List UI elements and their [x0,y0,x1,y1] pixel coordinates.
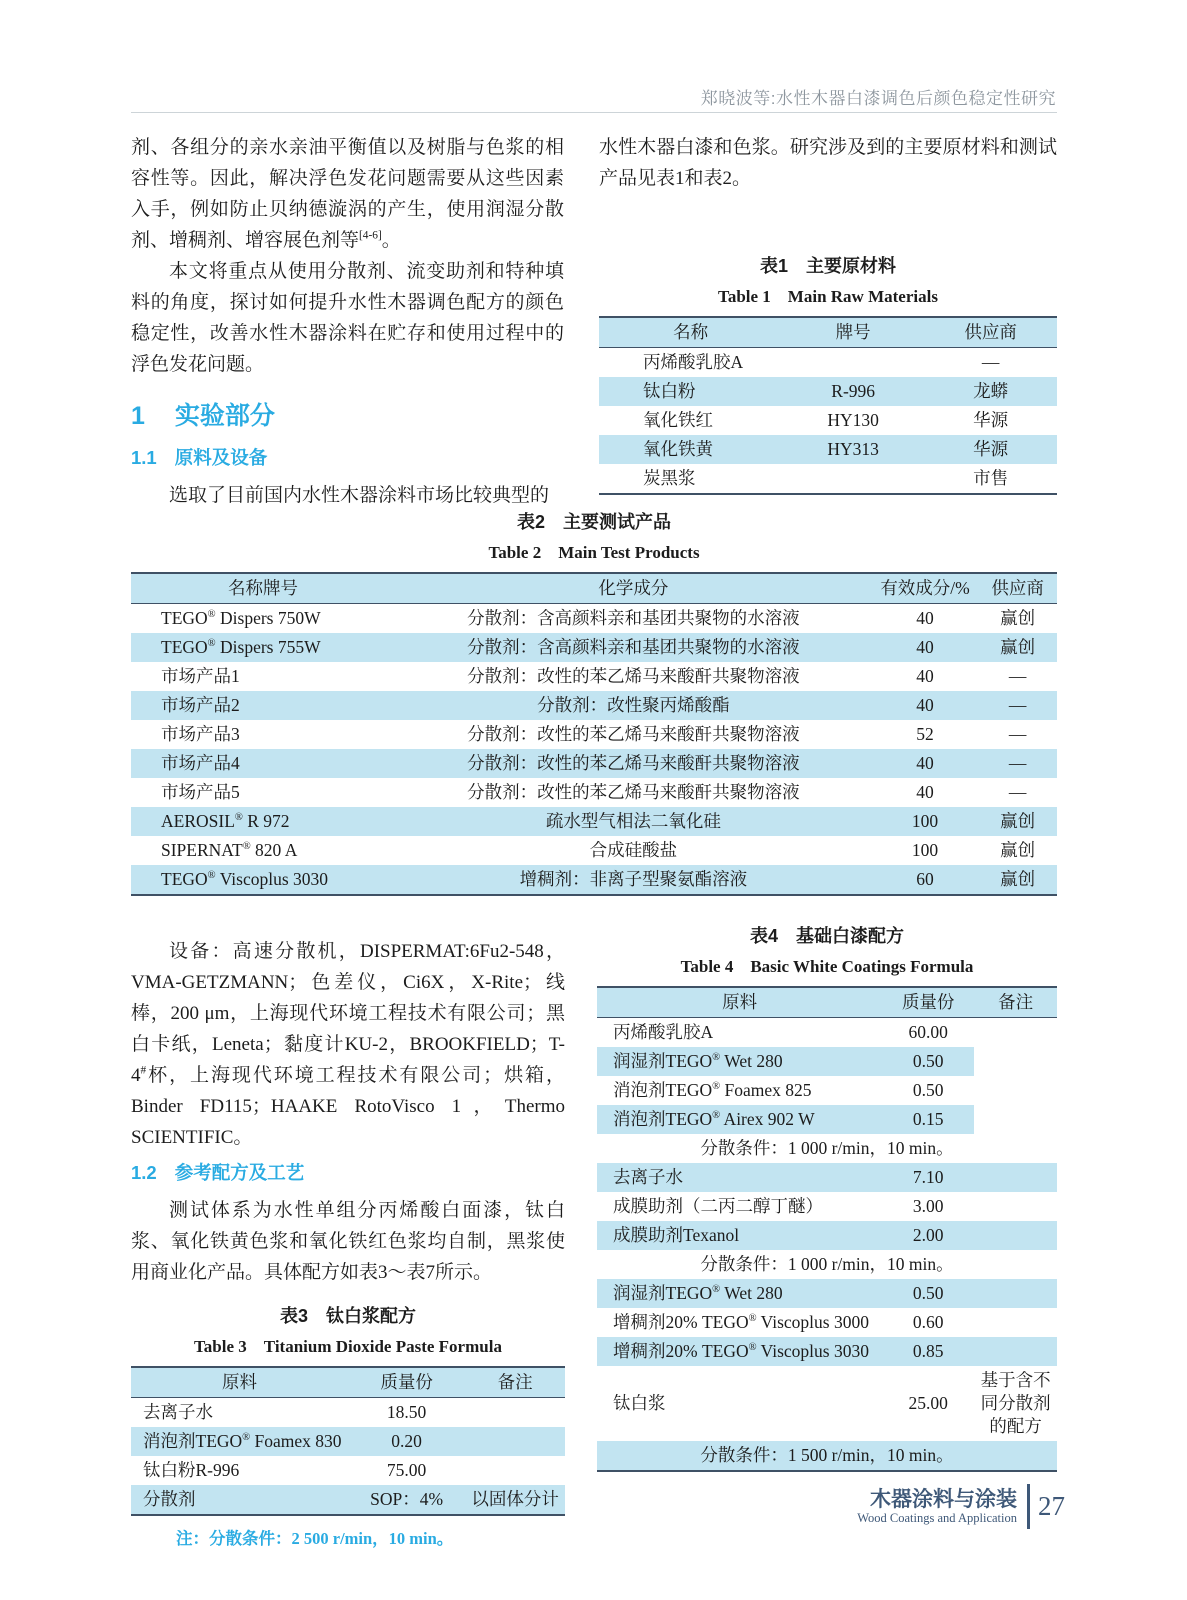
table-cell: 40 [916,753,934,773]
table-cell [974,1076,1057,1105]
section-title: 参考配方及工艺 [174,1162,305,1183]
table-cell: TEGO® Dispers 750W [161,608,321,628]
table-cell: 润湿剂TEGO® Wet 280 [613,1283,783,1303]
table-cell: — [1008,782,1027,802]
table-cell [782,348,924,378]
column-header: 供应商 [924,317,1057,348]
table-row [597,1163,1057,1192]
table-cell: — [1008,753,1027,773]
table-cell: 100 [911,840,939,860]
column-header: 供应商 [978,573,1057,604]
table-cell: 0.50 [912,1080,944,1100]
section-title: 原料及设备 [174,447,268,468]
table-row [131,1485,565,1515]
column-header: 质量份 [348,1367,465,1398]
table-cell [974,1279,1057,1308]
registered-mark: ® [712,1052,721,1064]
registered-mark: ® [234,812,243,824]
table-cell: 52 [916,724,934,744]
table-row [599,464,1057,494]
table-row [131,662,1057,691]
table-main-raw-materials [599,316,1057,495]
table-cell: R-996 [831,381,876,401]
table-cell: 60.00 [908,1022,948,1042]
table-cell: 60 [916,869,934,889]
table-row [597,1018,1057,1048]
table-cell: 消泡剂TEGO® Foamex 825 [613,1080,812,1100]
table2-block [131,508,1057,896]
running-title: 郑晓波等:水性木器白漆调色后颜色稳定性研究 [700,89,1056,108]
table-cell: 消泡剂TEGO® Foamex 830 [143,1431,342,1451]
table-cell [974,1308,1057,1337]
table-cell [782,464,924,494]
header-row [131,1367,565,1398]
table-cell: 分散剂：改性的苯乙烯马来酸酐共聚物溶液 [467,666,800,686]
table-cell: 40 [916,782,934,802]
table-cell: 消泡剂TEGO® Airex 902 W [613,1109,815,1129]
table-cell: 华源 [973,439,1009,459]
header-row [599,317,1057,348]
table-cell: — [1008,666,1027,686]
table-row [131,807,1057,836]
column-header: 原料 [597,987,882,1018]
table-cell [974,1337,1057,1366]
table-cell: 成膜助剂（二丙二醇丁醚） [613,1196,823,1216]
table-cell: 赢创 [1000,608,1036,628]
column-header: 有效成分/% [872,573,978,604]
table1-title-zh: 表1 主要原材料 [759,256,896,276]
registered-mark: ® [748,1342,757,1354]
table-cell: 分散剂 [143,1489,196,1509]
table3-block [131,1302,565,1549]
header-row [597,987,1057,1018]
table-row [131,633,1057,662]
table4-title-zh: 表4 基础白漆配方 [749,926,904,946]
table-cell: SIPERNAT® 820 A [161,840,298,860]
table-row [131,749,1057,778]
table-cell [974,1018,1057,1048]
table-cell: 赢创 [1000,811,1036,831]
table-cell: TEGO® Viscoplus 3030 [161,869,329,889]
table-cell: 分散条件：1 000 r/min，10 min。 [700,1254,954,1274]
condition-row [597,1441,1057,1471]
table3-title-en: Table 3 Titanium Dioxide Paste Formula [194,1337,502,1356]
table-cell: 炭黑浆 [643,468,696,488]
column-header: 原料 [131,1367,348,1398]
table-row [597,1105,1057,1134]
column-header: 化学成分 [395,573,872,604]
table-row [131,691,1057,720]
table-cell: 40 [916,637,934,657]
header-row [131,573,1057,604]
table-cell [465,1427,565,1456]
table-cell: 赢创 [1000,840,1036,860]
citation-ref: [4-6] [359,229,382,242]
table-cell: 分散剂：含高颜料亲和基团共聚物的水溶液 [467,637,800,657]
right-column-bottom [597,922,1057,1472]
registered-mark: ® [242,1432,251,1444]
table3-title-zh: 表3 钛白浆配方 [279,1306,416,1326]
paragraph-text: 杯，上海现代环境工程技术有限公司；烘箱，Binder FD115；HAAKE RotoVisco 1，Thermo SCIENTIFIC。 [131,1065,565,1148]
table-cell [974,1163,1057,1192]
table-row [599,435,1057,464]
table-cell: 100 [911,811,939,831]
page-footer [857,1484,1065,1529]
table-cell [974,1105,1057,1134]
paragraph-continued: 水性木器白漆和色浆。研究涉及到的主要原材料和测试产品见表1和表2。 [599,137,1057,189]
table-cell: 40 [916,695,934,715]
table-cell: 市场产品3 [161,724,240,744]
table-cell: 市场产品1 [161,666,240,686]
paragraph: 本文将重点从使用分散剂、流变助剂和特种填料的角度，探讨如何提升水性木器调色配方的颜色稳定性，改善水性木器涂料在贮存和使用过程中的浮色发花问题。 [131,261,564,375]
table-cell: 2.00 [912,1225,944,1245]
table-cell: 华源 [973,410,1009,430]
table-cell: 龙蟒 [973,381,1009,401]
table-cell: 赢创 [1000,637,1036,657]
header-divider [131,112,1057,113]
section-title: 实验部分 [174,402,275,430]
table-cell: 0.50 [912,1051,944,1071]
table-cell: 钛白浆 [613,1393,666,1413]
table-cell: 丙烯酸乳胶A [613,1022,714,1042]
table-cell: 分散条件：1 000 r/min，10 min。 [700,1138,954,1158]
table-cell: 分散剂：改性的苯乙烯马来酸酐共聚物溶液 [467,753,800,773]
page-number: 27 [1038,1491,1065,1521]
right-column-top [599,132,1057,495]
left-column-bottom [131,936,565,1549]
table-cell: 分散剂：改性的苯乙烯马来酸酐共聚物溶液 [467,724,800,744]
paragraph-text: 。 [381,230,401,251]
table-cell: — [981,352,1000,372]
section-number: 1 [131,402,145,430]
table-cell: 基于含不同分散剂的配方 [980,1370,1051,1436]
table-cell: TEGO® Dispers 755W [161,637,321,657]
section-number: 1.1 [131,447,157,468]
table-row [131,1456,565,1485]
table-cell: 7.10 [912,1167,944,1187]
table-cell: 分散条件：1 500 r/min，10 min。 [700,1445,954,1465]
table-row [597,1076,1057,1105]
table-cell: 合成硅酸盐 [589,840,678,860]
table-row [131,1427,565,1456]
table-row [131,865,1057,895]
column-header: 牌号 [782,317,924,348]
equipment-paragraph [131,936,565,1153]
table-cell: 市场产品5 [161,782,240,802]
table-cell [974,1047,1057,1076]
table-cell: 去离子水 [143,1402,213,1422]
paragraph-continued [131,132,564,256]
table-cell: 分散剂：改性的苯乙烯马来酸酐共聚物溶液 [467,782,800,802]
table4-title-en: Table 4 Basic White Coatings Formula [680,957,974,976]
table-cell: 分散剂：改性聚丙烯酸酯 [537,695,730,715]
registered-mark: ® [712,1081,721,1093]
paragraph-text: 剂、各组分的亲水亲油平衡值以及树脂与色浆的相容性等。因此，解决浮色发花问题需要从这些因素入手，例如防止贝纳德漩涡的产生，使用润湿分散剂、增稠剂、增容展色剂等 [131,137,564,251]
table-row [597,1366,1057,1441]
table-cell: 75.00 [386,1460,427,1480]
table-main-test-products [131,572,1057,896]
table-row [599,348,1057,378]
journal-name-zh: 木器涂料与涂装 [870,1487,1017,1511]
registered-mark: ® [748,1313,757,1325]
table-cell: 氧化铁黄 [643,439,713,459]
footer-divider [1027,1484,1030,1529]
table-row [131,1398,565,1428]
table-cell [974,1221,1057,1250]
table-cell: 氧化铁红 [643,410,713,430]
table-row [131,604,1057,634]
table-row [597,1308,1057,1337]
table-row [597,1047,1057,1076]
table-cell: 增稠剂：非离子型聚氨酯溶液 [519,869,748,889]
journal-name-en: Wood Coatings and Application [857,1510,1017,1525]
table-cell: 市售 [973,468,1009,488]
registered-mark: ® [207,609,216,621]
table-cell: HY130 [827,410,879,430]
table-basic-white-coatings-formula [597,986,1057,1472]
table1-title-en: Table 1 Main Raw Materials [718,287,938,306]
table-cell: 赢创 [1000,869,1036,889]
table-cell: 0.85 [912,1341,944,1361]
table-cell: AEROSIL® R 972 [161,811,290,831]
registered-mark: ® [207,638,216,650]
table-cell: 3.00 [912,1196,944,1216]
table-row [597,1279,1057,1308]
table2-title-en: Table 2 Main Test Products [488,543,700,562]
table-row [597,1221,1057,1250]
table-cell: 钛白粉 [643,381,696,401]
paragraph: 选取了目前国内水性木器涂料市场比较典型的 [169,485,550,506]
table-cell: 成膜助剂Texanol [613,1225,740,1245]
table1-block [599,252,1057,495]
table-cell: 增稠剂20% TEGO® Viscoplus 3000 [613,1312,869,1332]
section-1-heading [131,396,564,432]
column-header: 质量份 [882,987,974,1018]
table3-note: 注：分散条件：2 500 r/min，10 min。 [176,1529,454,1548]
table-cell: 0.15 [912,1109,944,1129]
table-cell: 25.00 [908,1393,948,1413]
table-cell: — [1008,724,1027,744]
table-cell: 市场产品4 [161,753,240,773]
registered-mark: ® [712,1110,721,1122]
table-row [597,1192,1057,1221]
table-cell: SOP：4% [370,1489,444,1509]
registered-mark: ® [712,1284,721,1296]
table-cell: 钛白粉R-996 [143,1460,240,1480]
table-cell: 40 [916,608,934,628]
table-cell [974,1192,1057,1221]
column-header: 名称 [599,317,782,348]
table-cell: HY313 [827,439,879,459]
table-cell: 润湿剂TEGO® Wet 280 [613,1051,783,1071]
table-cell: 0.60 [912,1312,944,1332]
table-cell: 丙烯酸乳胶A [643,352,744,372]
column-header: 备注 [974,987,1057,1018]
table-row [599,406,1057,435]
table-row [597,1337,1057,1366]
table-cell: 0.20 [391,1431,422,1451]
table-cell: 40 [916,666,934,686]
table-cell: 18.50 [386,1402,427,1422]
paragraph-text: 设备：高速分散机，DISPERMAT:6Fu2-548，VMA-GETZMANN；色差仪，Ci6X，X-Rite；线棒，200 μm，上海现代环境工程技术有限公司；黑白卡纸，Leneta；黏度计KU-2，BROOKFIELD；T-4 [131,941,565,1086]
table-cell: 去离子水 [613,1167,683,1187]
table-cell [465,1456,565,1485]
condition-row [597,1134,1057,1163]
table2-title-zh: 表2 主要测试产品 [516,512,671,532]
column-header: 备注 [465,1367,565,1398]
table-cell: 市场产品2 [161,695,240,715]
column-header: 名称牌号 [131,573,395,604]
registered-mark: ® [207,870,216,882]
superscript: # [140,1064,147,1077]
left-column-top [131,132,564,511]
table-cell: 0.50 [912,1283,944,1303]
table-cell: 以固体分计 [471,1489,559,1509]
section-number: 1.2 [131,1162,157,1183]
table-row [131,836,1057,865]
table-cell: 疏水型气相法二氧化硅 [545,811,721,831]
section-1-2-heading [131,1159,565,1185]
table-cell: 分散剂：含高颜料亲和基团共聚物的水溶液 [467,608,800,628]
table-row [599,377,1057,406]
condition-row [597,1250,1057,1279]
table-titanium-dioxide-paste-formula [131,1366,565,1516]
registered-mark: ® [242,841,251,853]
table-row [131,720,1057,749]
table-cell: — [1008,695,1027,715]
table-cell: 增稠剂20% TEGO® Viscoplus 3030 [613,1341,869,1361]
table-row [131,778,1057,807]
table-cell [465,1398,565,1428]
section-1-1-heading [131,444,564,470]
paragraph: 测试体系为水性单组分丙烯酸白面漆，钛白浆、氧化铁黄色浆和氧化铁红色浆均自制，黑浆使用商业化产品。具体配方如表3～表7所示。 [131,1200,565,1283]
journal-name [857,1488,1017,1526]
